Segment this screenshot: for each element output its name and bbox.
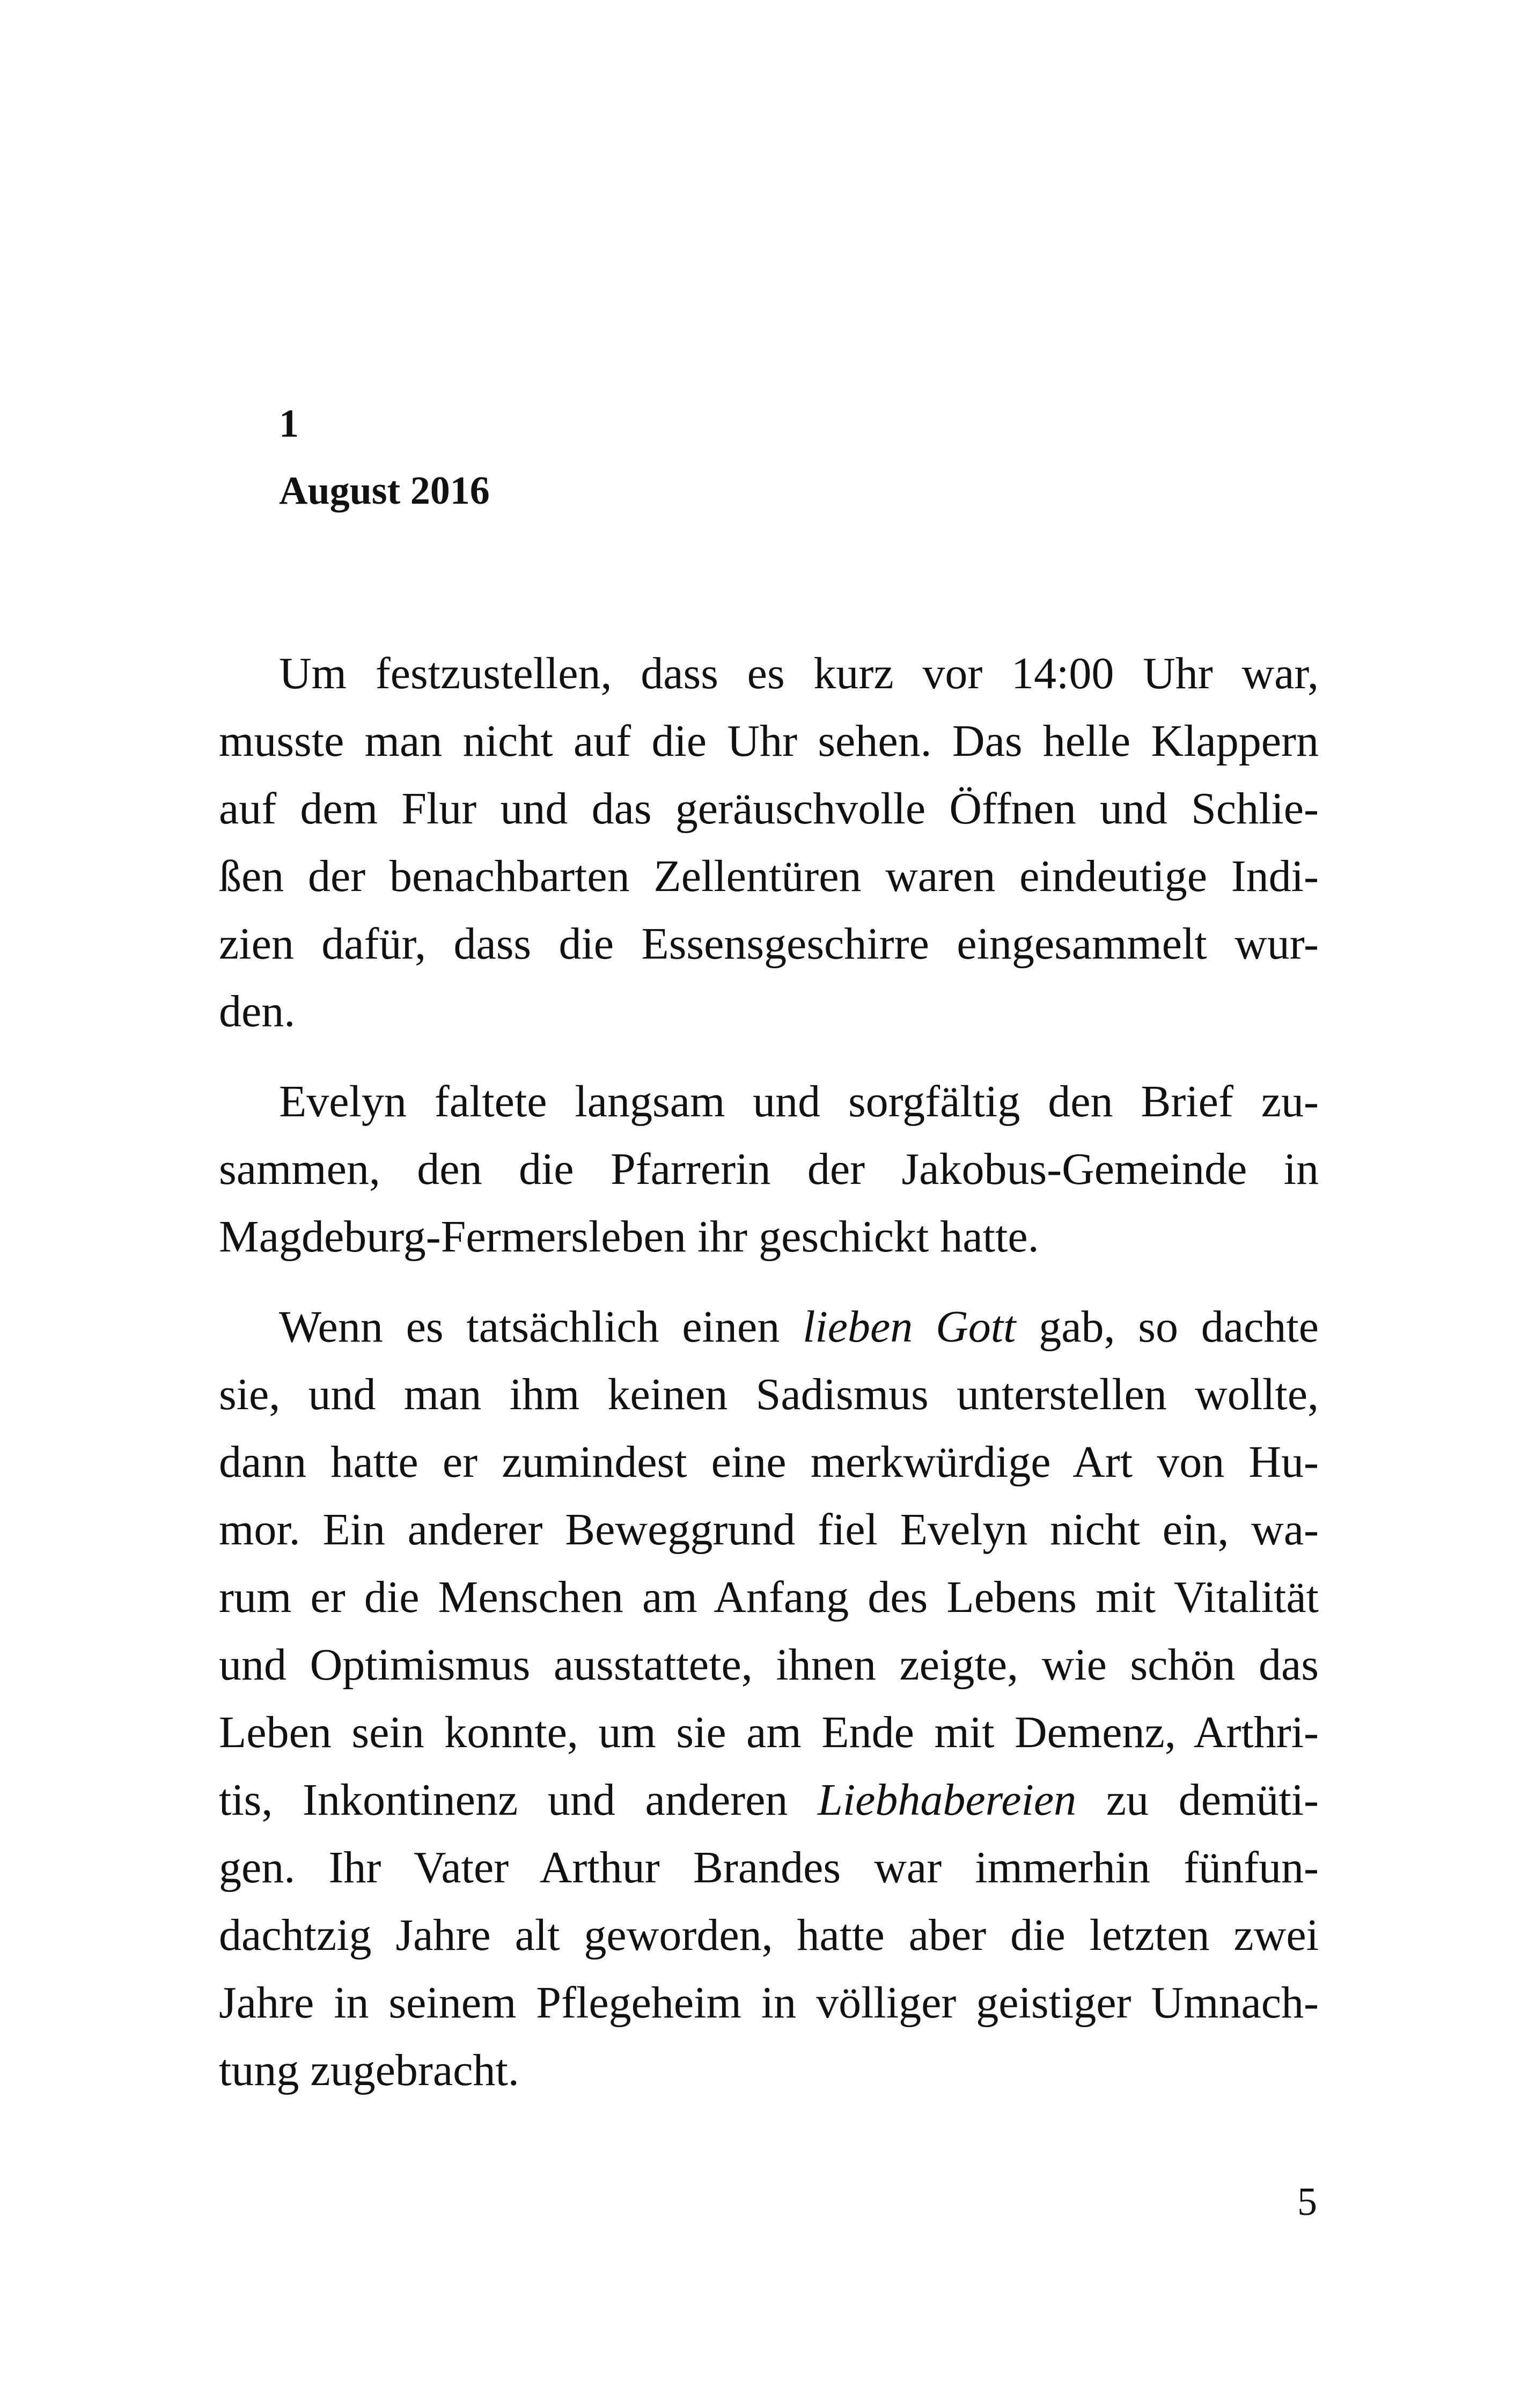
- paragraph: [219, 640, 1319, 1045]
- text-line: [219, 1428, 1319, 1496]
- text-span: dachtzig Jahre alt geworden, hatte aber die letzten zwei: [219, 1910, 1319, 1960]
- text-line: [219, 1068, 1319, 1136]
- text-span: und Optimismus ausstattete, ihnen zeigte, wie schön das: [219, 1640, 1319, 1690]
- text-span: dann hatte er zumindest eine merkwürdige Art von Hu-: [219, 1437, 1319, 1487]
- text-span: Evelyn faltete langsam und sorgfältig den Brief zu-: [279, 1077, 1319, 1126]
- text-span: zu demüti-: [1076, 1775, 1319, 1825]
- text-line: [219, 640, 1319, 708]
- text-span: Leben sein konnte, um sie am Ende mit Demenz, Arthri-: [219, 1707, 1319, 1757]
- text-line: [219, 1969, 1319, 2037]
- page-number: 5: [1297, 2180, 1317, 2224]
- text-line: [219, 1902, 1319, 1969]
- text-span: tung zugebracht.: [219, 2045, 519, 2095]
- emphasis-text: Liebhabereien: [818, 1775, 1077, 1825]
- emphasis-text: lieben Gott: [803, 1302, 1016, 1352]
- text-line: [219, 2037, 1319, 2104]
- chapter-date: August 2016: [279, 469, 490, 513]
- text-line: [219, 1631, 1319, 1699]
- text-span: Jahre in seinem Pflegeheim in völliger geistiger Umnach-: [219, 1978, 1319, 2028]
- text-line: [219, 1496, 1319, 1564]
- paragraph: [219, 1293, 1319, 2104]
- text-span: rum er die Menschen am Anfang des Lebens mit Vitalität: [219, 1572, 1319, 1622]
- text-line: [219, 1766, 1319, 1834]
- chapter-number: 1: [279, 402, 299, 446]
- text-span: Um festzustellen, dass es kurz vor 14:00 Uhr war,: [279, 649, 1319, 698]
- text-span: ßen der benachbarten Zellentüren waren eindeutige Indi-: [219, 851, 1319, 901]
- text-span: Magdeburg-Fermersleben ihr geschickt hatte.: [219, 1212, 1039, 1262]
- text-span: gen. Ihr Vater Arthur Brandes war immerhin fünfun-: [219, 1843, 1319, 1892]
- text-span: gab, so dachte: [1016, 1302, 1319, 1352]
- text-span: tis, Inkontinenz und anderen: [219, 1775, 818, 1825]
- body-text: [219, 640, 1319, 2127]
- text-span: den.: [219, 986, 296, 1036]
- text-line: [219, 1293, 1319, 1361]
- text-span: zien dafür, dass die Essensgeschirre eingesammelt wur-: [219, 919, 1319, 969]
- text-line: [219, 1203, 1319, 1271]
- text-span: Wenn es tatsächlich einen: [279, 1302, 803, 1352]
- text-line: [219, 1699, 1319, 1766]
- text-span: sammen, den die Pfarrerin der Jakobus-Gemeinde in: [219, 1144, 1319, 1194]
- text-line: [219, 1136, 1319, 1203]
- text-line: [219, 708, 1319, 775]
- text-line: [219, 843, 1319, 910]
- text-span: sie, und man ihm keinen Sadismus unterstellen wollte,: [219, 1369, 1319, 1419]
- text-span: musste man nicht auf die Uhr sehen. Das helle Klappern: [219, 716, 1319, 766]
- text-line: [219, 775, 1319, 843]
- text-line: [219, 1361, 1319, 1428]
- text-line: [219, 978, 1319, 1045]
- text-line: [219, 910, 1319, 978]
- text-line: [219, 1564, 1319, 1631]
- paragraph: [219, 1068, 1319, 1271]
- text-span: mor. Ein anderer Beweggrund fiel Evelyn nicht ein, wa-: [219, 1505, 1319, 1555]
- text-span: auf dem Flur und das geräuschvolle Öffnen und Schlie-: [219, 784, 1319, 834]
- text-line: [219, 1834, 1319, 1902]
